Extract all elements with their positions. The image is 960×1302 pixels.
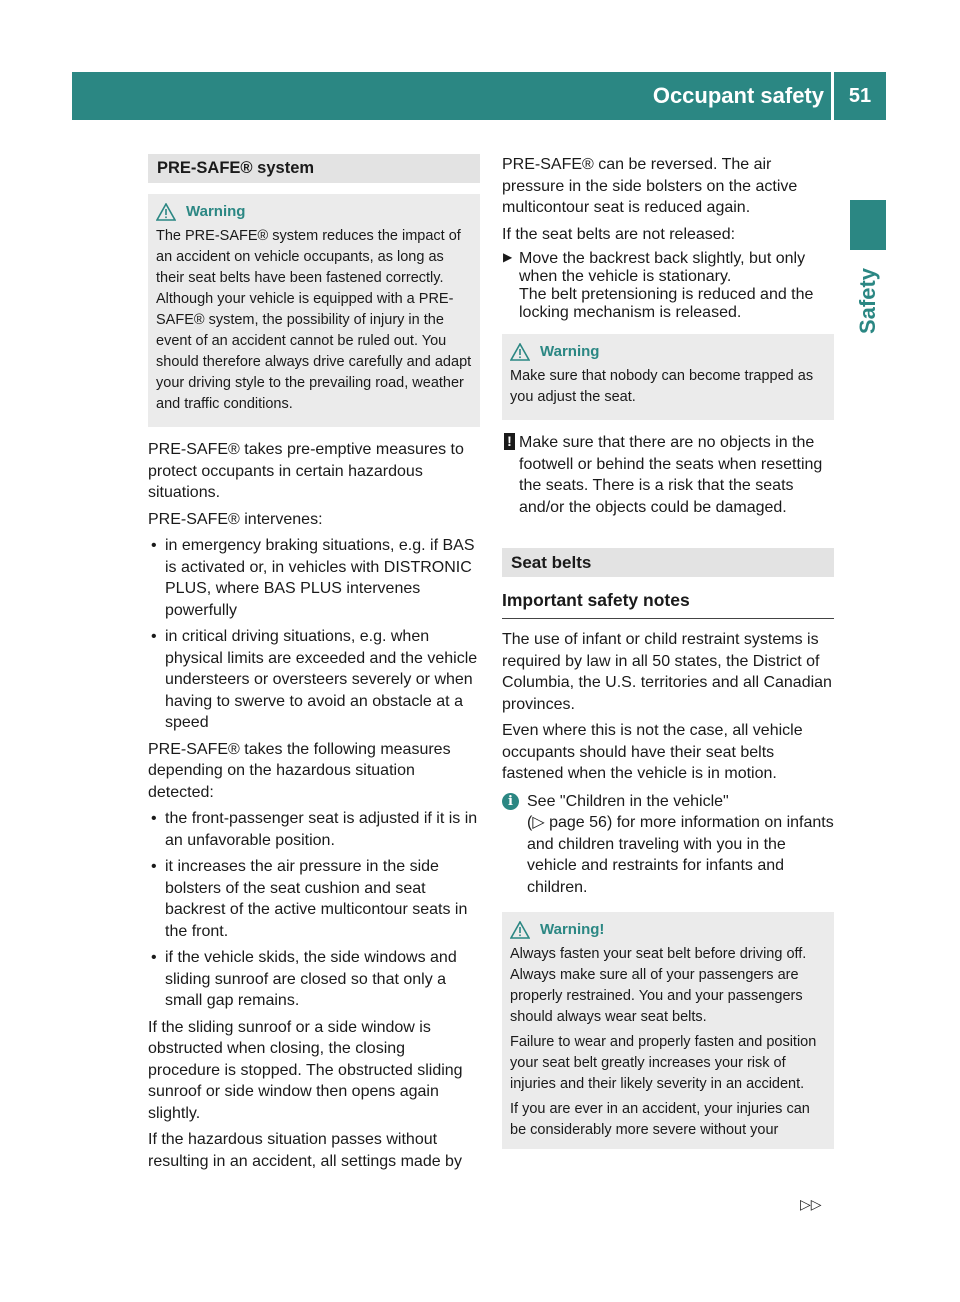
warning-triangle-icon — [510, 343, 530, 361]
paragraph: If the sliding sunroof or a side window is obstructed when closing, the closing procedure is stopped. The obstructed sliding sunroof or side window then opens again slightly. — [148, 1018, 463, 1122]
chapter-label: Safety — [855, 267, 880, 335]
step-arrow-icon: ▶ — [503, 250, 513, 264]
warning-text: The PRE-SAFE® system reduces the impact of an accident on vehicle occupants, as long as their seat belts have been fastened correctly. Although your vehicle is equipped with a PRE-SAFE® system, the possibility of injury in the event of an accident cannot be ruled out. You should therefore always drive carefully and adapt your driving style to the prevailing road, weather and traffic conditions. — [156, 228, 472, 412]
warning-text: Always fasten your seat belt before driving off. Always make sure all of your passengers are properly restrained. You and your passengers should always wear seat belts. — [510, 946, 807, 1025]
chapter-tab — [850, 200, 886, 250]
bullet-list — [148, 808, 480, 1012]
bullet-icon: • — [151, 537, 157, 554]
page-ref-arrow: ▷ — [532, 814, 545, 831]
warning-title: Warning! — [540, 921, 605, 938]
page-number: 51 — [848, 85, 872, 107]
info-note: i See "Children in the vehicle" (▷ page 56) for more information on infants and children traveling with you in the vehicle and restraints for infants and children. — [502, 791, 834, 899]
right-column — [502, 154, 834, 1161]
page-title: Occupant safety — [652, 83, 824, 108]
paragraph: If the hazardous situation passes without resulting in an accident, all settings made by — [148, 1131, 462, 1170]
paragraph: The use of infant or child restraint systems is required by law in all 50 states, the District of Columbia, the U.S. territories and all Canadian provinces. — [502, 631, 832, 713]
list-item: • it increases the air pressure in the side bolsters of the seat cushion and seat backrest of the active multicontour seats in the front. — [151, 858, 468, 940]
subheading: Important safety notes — [502, 588, 834, 619]
page-reference-link[interactable]: page 56 — [549, 814, 607, 831]
section-title-presafe: PRE-SAFE® system — [148, 154, 480, 183]
warning-text: Make sure that nobody can become trapped as you adjust the seat. — [510, 368, 814, 405]
bullet-list — [148, 535, 480, 734]
left-column — [148, 154, 480, 1177]
list-item: • if the vehicle skids, the side windows and sliding sunroof are closed so that only a small gap remains. — [151, 949, 457, 1009]
warning-triangle-icon — [510, 921, 530, 939]
warning-title: Warning — [186, 203, 246, 220]
paragraph: PRE-SAFE® takes pre-emptive measures to protect occupants in certain hazardous situations. — [148, 441, 464, 501]
bullet-icon: • — [151, 810, 157, 827]
caution-note: ! Make sure that there are no objects in the footwell or behind the seats when resetting the seats. There is a risk that the seats and/or the objects could be damaged. — [502, 432, 834, 518]
warning-box — [502, 334, 834, 420]
info-icon: i — [502, 793, 519, 810]
paragraph: PRE-SAFE® can be reversed. The air pressure in the side bolsters on the active multicontour seat is reduced again. — [502, 156, 798, 216]
warning-box — [502, 912, 834, 1149]
list-item: • in critical driving situations, e.g. when physical limits are exceeded and the vehicle understeers or oversteers severely or when having to swerve to avoid an obstacle at a speed — [151, 628, 478, 731]
step-result: The belt pretensioning is reduced and the locking mechanism is released. — [519, 286, 814, 321]
exclamation-icon: ! — [504, 433, 515, 450]
bullet-icon: • — [151, 628, 157, 645]
bullet-icon: • — [151, 949, 157, 966]
paragraph: Even where this is not the case, all vehicle occupants should have their seat belts fastened when the vehicle is in motion. — [502, 722, 803, 782]
warning-triangle-icon — [156, 203, 176, 221]
list-item: • the front-passenger seat is adjusted if it is in an unfavorable position. — [151, 810, 478, 849]
continued-arrow-icon: ▷▷ — [800, 1196, 822, 1212]
paragraph: PRE-SAFE® takes the following measures depending on the hazardous situation detected: — [148, 740, 451, 801]
instruction-step: ▶ Move the backrest back slightly, but only when the vehicle is stationary. The belt pretensioning is reduced and the locking mechanism is released. — [502, 250, 834, 322]
warning-text: If you are ever in an accident, your injuries can be considerably more severe without your — [510, 1101, 810, 1138]
warning-title: Warning — [540, 343, 600, 360]
list-item: • in emergency braking situations, e.g. if BAS is activated or, in vehicles with DISTRONIC PLUS, where BAS PLUS intervenes powerfully — [151, 537, 475, 619]
warning-box — [148, 194, 480, 427]
warning-text: Failure to wear and properly fasten and position your seat belt greatly increases your risk of injuries and their likely severity in an accident. — [510, 1034, 817, 1092]
section-title-seat-belts: Seat belts — [502, 548, 834, 577]
paragraph: If the seat belts are not released: — [502, 225, 736, 243]
bullet-icon: • — [151, 858, 157, 875]
paragraph: PRE-SAFE® intervenes: — [148, 510, 323, 528]
